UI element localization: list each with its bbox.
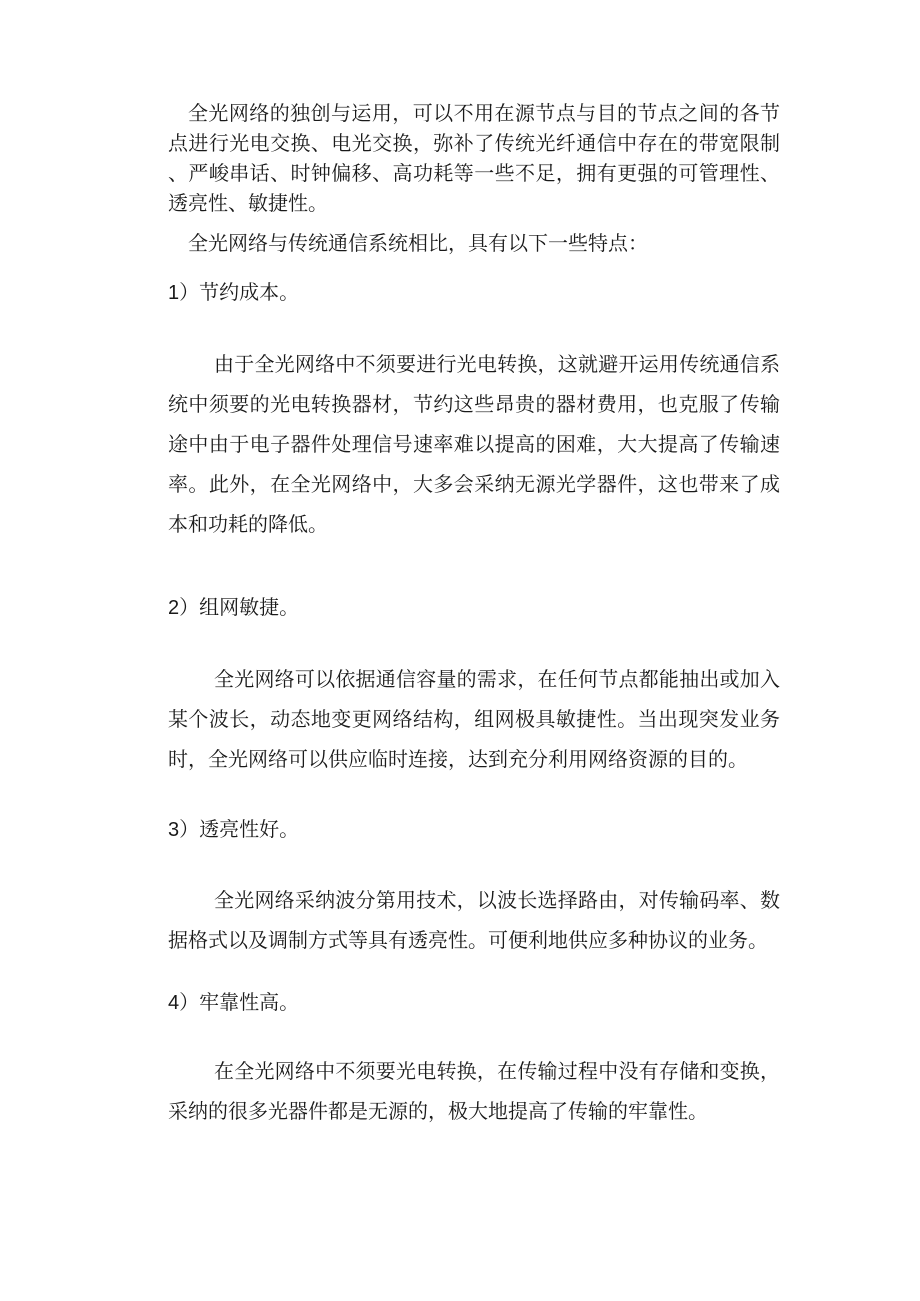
feature-number: 1	[168, 282, 180, 304]
feature-number: 4	[168, 992, 180, 1014]
feature-body-3: 全光网络采纳波分第用技术，以波长选择路由，对传输码率、数据格式以及调制方式等具有透亮性。可便利地供应多种协议的业务。	[168, 888, 780, 952]
feature-title: ）组网敏捷。	[179, 595, 300, 619]
feature-title: ）透亮性好。	[179, 817, 300, 841]
feature-heading-3	[168, 814, 299, 845]
feature-heading-1	[168, 277, 299, 308]
feature-number: 3	[168, 819, 180, 841]
intro-paragraph: 全光网络的独创与运用，可以不用在源节点与目的节点之间的各节点进行光电交换、电光交换，弥补了传统光纤通信中存在的带宽限制、严峻串话、时钟偏移、高功耗等一些不足，拥有更强的可管理性、透亮性、敏捷性。	[168, 101, 780, 215]
feature-body-2: 全光网络可以依据通信容量的需求，在任何节点都能抽出或加入某个波长，动态地变更网络结构，组网极具敏捷性。当出现突发业务时，全光网络可以供应临时连接，达到充分利用网络资源的目的。	[168, 667, 780, 771]
feature-body-4: 在全光网络中不须要光电转换，在传输过程中没有存储和变换，采纳的很多光器件都是无源的，极大地提高了传输的牢靠性。	[168, 1059, 780, 1123]
feature-title: ）牢靠性高。	[179, 990, 300, 1014]
feature-heading-2	[168, 592, 299, 623]
feature-number: 2	[168, 597, 180, 619]
feature-body-1: 由于全光网络中不须要进行光电转换，这就避开运用传统通信系统中须要的光电转换器材，节约这些昂贵的器材费用，也克服了传输途中由于电子器件处理信号速率难以提高的困难，大大提高了传输速率。此外，在全光网络中，大多会采纳无源光学器件，这也带来了成本和功耗的降低。	[168, 352, 780, 536]
feature-title: ）节约成本。	[179, 280, 300, 304]
feature-heading-4	[168, 987, 299, 1018]
intro-lead-sentence: 全光网络与传统通信系统相比，具有以下一些特点：	[188, 231, 648, 255]
